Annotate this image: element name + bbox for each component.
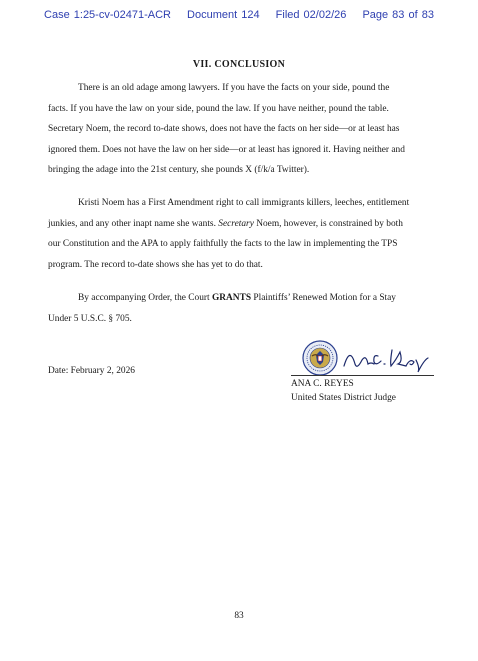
text-segment: By accompanying Order, the Court [78, 293, 212, 303]
text-line: Kristi Noem has a First Amendment right to call immigrants killers, leeches, entitlement [78, 198, 410, 208]
judge-title: United States District Judge [291, 393, 396, 403]
filed-date: Filed 02/02/26 [275, 9, 347, 21]
text-line: bringing the adage into the 21st century, she pounds X (f/k/a Twitter). [48, 165, 310, 176]
text-segment: junkies, and any other inapt name she wants. [48, 218, 219, 229]
paragraph-first-amendment [48, 193, 440, 275]
text-line: Under 5 U.S.C. § 705. [48, 313, 132, 324]
text-line: facts. If you have the law on your side, pound the law. If you have neither, pound the table. [48, 103, 389, 114]
page-number: 83 [234, 611, 244, 621]
ecf-header [0, 9, 478, 21]
judge-name: ANA C. REYES [291, 379, 354, 389]
italic-emphasis: Secretary [218, 218, 254, 229]
text-line [48, 214, 440, 235]
text-segment: Noem, however, is constrained by both [253, 218, 403, 229]
text-segment: Plaintiffs’ Renewed Motion for a Stay [251, 293, 396, 303]
paragraph-adage [48, 78, 440, 181]
text-line: Secretary Noem, the record to-date shows, does not have the facts on her side—or at least has [48, 124, 400, 135]
section-heading: VII. CONCLUSION [192, 59, 286, 70]
paragraph-order [48, 288, 440, 329]
text-line: ignored them. Does not have the law on her side—or at least has ignored it. Having neither and [48, 144, 405, 155]
judge-signature [340, 340, 430, 374]
case-number: Case 1:25-cv-02471-ACR [44, 9, 171, 21]
date-line: Date: February 2, 2026 [48, 366, 135, 376]
text-line: program. The record to-date shows she has yet to do that. [48, 259, 263, 270]
page-count: Page 83 of 83 [362, 9, 434, 21]
bold-emphasis: GRANTS [211, 293, 252, 303]
text-line: our Constitution and the APA to apply faithfully the facts to the law in implementing the TPS [48, 239, 398, 250]
court-seal-icon [302, 340, 338, 376]
document-number: Document 124 [187, 9, 260, 21]
signature-line [291, 375, 434, 376]
text-line: There is an old adage among lawyers. If you have the facts on your side, pound the [78, 83, 390, 93]
text-line [48, 288, 440, 309]
